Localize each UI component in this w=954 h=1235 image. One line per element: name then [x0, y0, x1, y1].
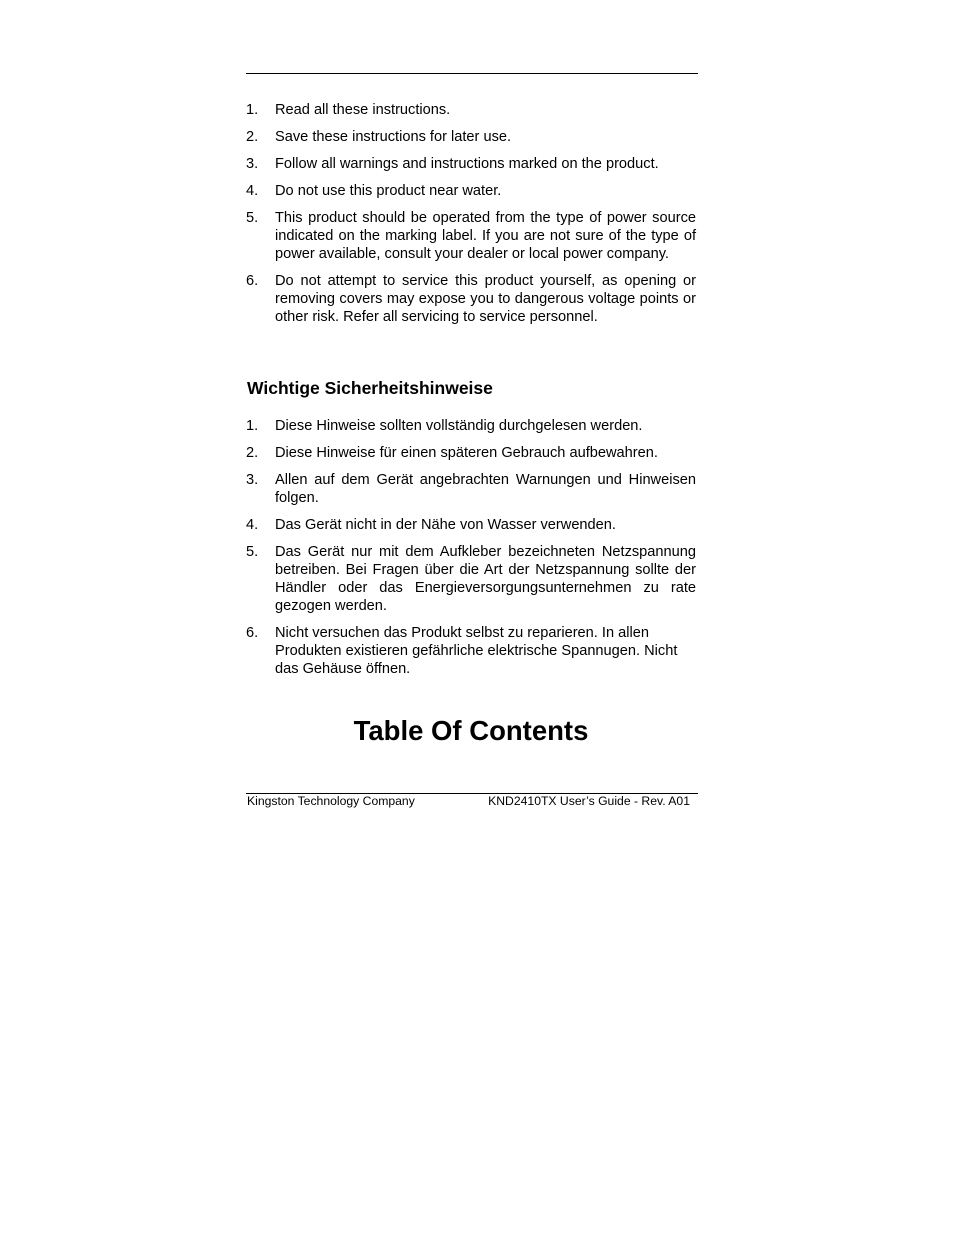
- list-item: [246, 155, 696, 173]
- item-number: 6.: [246, 625, 259, 641]
- item-text: Diese Hinweise für einen späteren Gebrauch aufbewahren.: [275, 445, 658, 461]
- list-item: [246, 272, 696, 326]
- german-safety-heading: Wichtige Sicherheitshinweise: [247, 378, 493, 398]
- item-number: 4.: [246, 517, 259, 533]
- item-number: 3.: [246, 156, 259, 172]
- item-text: Allen auf dem Gerät angebrachten Warnungen und Hinweisen folgen.: [275, 472, 696, 506]
- item-text: Das Gerät nicht in der Nähe von Wasser verwenden.: [275, 517, 616, 533]
- item-text: This product should be operated from the type of power source indicated on the marking label. If you are not sure of the type of power available, consult your dealer or local power company.: [275, 210, 696, 262]
- list-item: [246, 182, 696, 200]
- footer-company: Kingston Technology Company: [247, 794, 415, 808]
- item-text: Read all these instructions.: [275, 102, 451, 118]
- list-item: [246, 516, 696, 534]
- list-item: [246, 209, 696, 263]
- list-item: [246, 417, 696, 435]
- item-text: Follow all warnings and instructions marked on the product.: [275, 156, 659, 172]
- footer-guide-revision: KND2410TX User’s Guide - Rev. A01: [488, 794, 690, 808]
- item-text: Das Gerät nur mit dem Aufkleber bezeichneten Netzspannung betreiben. Bei Fragen über die Art der Netzspannung sollte der Händler oder das Energieversorgungsunternehmen zu rate gezogen werden.: [275, 544, 696, 614]
- item-text: Diese Hinweise sollten vollständig durchgelesen werden.: [275, 418, 643, 434]
- header-rule: [246, 73, 698, 74]
- table-of-contents-title: Table Of Contents: [353, 715, 589, 746]
- list-item: [246, 101, 696, 119]
- item-number: 2.: [246, 129, 259, 145]
- item-text: Do not attempt to service this product yourself, as opening or removing covers may expose you to dangerous voltage points or other risk. Refer all servicing to service personnel.: [275, 273, 696, 325]
- item-number: 2.: [246, 445, 259, 461]
- list-item: [246, 128, 696, 146]
- item-number: 5.: [246, 544, 259, 560]
- item-number: 3.: [246, 472, 259, 488]
- list-item: [246, 543, 696, 615]
- item-text: Do not use this product near water.: [275, 183, 502, 199]
- list-item: [246, 444, 696, 462]
- list-item: [246, 471, 696, 507]
- list-item: [246, 624, 696, 678]
- item-number: 6.: [246, 273, 259, 289]
- item-number: 1.: [246, 102, 259, 118]
- german-instructions-list: [246, 417, 696, 687]
- item-number: 1.: [246, 418, 259, 434]
- english-instructions-list: [246, 101, 696, 335]
- item-text: Nicht versuchen das Produkt selbst zu reparieren. In allen Produkten existieren gefährliche elektrische Spannugen. Nicht das Gehäuse öffnen.: [275, 625, 678, 677]
- item-number: 4.: [246, 183, 259, 199]
- item-text: Save these instructions for later use.: [275, 129, 512, 145]
- item-number: 5.: [246, 210, 259, 226]
